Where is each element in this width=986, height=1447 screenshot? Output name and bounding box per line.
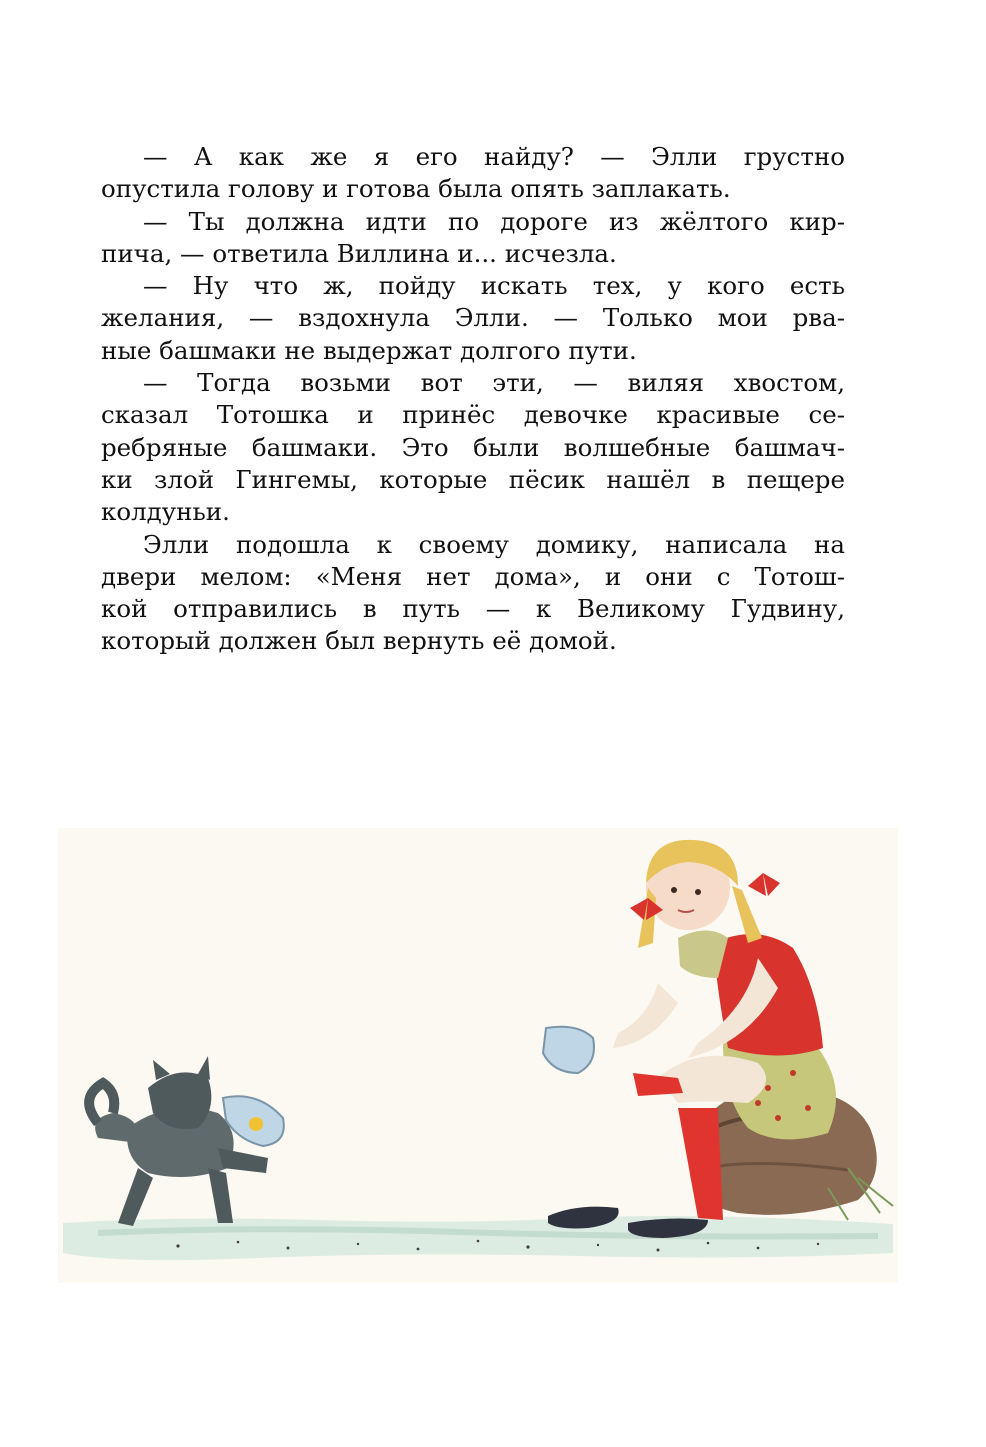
ground	[63, 1216, 893, 1260]
text-line: опустила голову и готова была опять заплакать.	[101, 174, 731, 204]
text-line: — А как же я его найду? — Элли грустно	[143, 142, 845, 171]
text-line: — Ты должна идти по дороге из жёлтого кир-	[143, 206, 845, 236]
text-line: — Ну что ж, пойду искать тех, у кого есть	[143, 271, 845, 301]
text-line: — Тогда возьми вот эти, — виляя хвостом,	[143, 368, 845, 398]
text-line: Элли подошла к своему домику, написала на	[143, 529, 845, 559]
text-line: пича, — ответила Виллина и... исчезла.	[101, 238, 617, 268]
text-line: кой отправились в путь — к Великому Гудвину,	[101, 594, 845, 624]
illustration	[58, 828, 898, 1283]
text-line: желания, — вздохнула Элли. — Только мои рва-	[101, 303, 845, 333]
text-line: сказал Тотошка и принёс девочке красивые се-	[101, 400, 845, 430]
text-line: ребряные башмаки. Это были волшебные башмач-	[101, 432, 845, 462]
text-line: двери мелом: «Меня нет дома», и они с Тотош-	[101, 561, 845, 591]
story-text	[101, 141, 845, 658]
text-line: который должен был вернуть её домой.	[101, 626, 617, 656]
text-line: ные башмаки не выдержат долгого пути.	[101, 335, 637, 365]
text-line: колдуньи.	[101, 497, 230, 527]
text-line: ки злой Гингемы, которые пёсик нашёл в пещере	[101, 464, 845, 494]
